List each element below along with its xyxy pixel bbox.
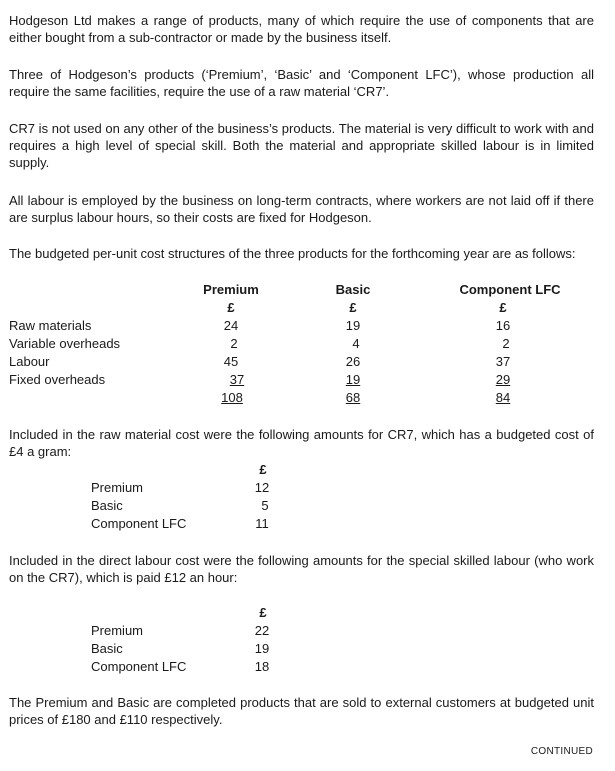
- labour-cell: 22: [254, 623, 270, 638]
- paragraph-products: Three of Hodgeson’s products (‘Premium’, ‘Basic’ and ‘Component LFC’), whose production all require the same facilities, require the use of a raw material ‘CR7’.: [9, 67, 594, 99]
- labour-cell: 19: [254, 641, 270, 656]
- cost-cell: 37: [229, 372, 245, 387]
- labour-row-label: Premium: [91, 623, 144, 638]
- cost-cell: 24: [223, 318, 239, 333]
- labour-row-label: Component LFC: [91, 659, 187, 674]
- cost-row-label: Labour: [9, 354, 50, 369]
- cost-currency-component-lfc: £: [499, 300, 507, 315]
- cr7-cell: 11: [255, 516, 269, 531]
- paragraph-intro: Hodgeson Ltd makes a range of products, many of which require the use of components that are either bought from a sub-contractor or made by the business itself.: [9, 13, 594, 45]
- continued-label: CONTINUED: [530, 746, 593, 757]
- cost-row-label: Fixed overheads: [9, 372, 106, 387]
- cost-header-component-lfc: Component LFC: [459, 282, 561, 297]
- cost-currency-premium: £: [227, 300, 235, 315]
- cost-cell: 19: [345, 372, 361, 387]
- cost-cell: 2: [502, 336, 510, 351]
- cost-cell: 37: [495, 354, 511, 369]
- labour-cell: 18: [254, 659, 270, 674]
- cr7-cell: 5: [261, 498, 269, 513]
- paragraph-labour-amounts: Included in the direct labour cost were the following amounts for the special skilled labour (who work on the CR7), which is paid £12 an hour:: [9, 553, 594, 585]
- cost-total: 108: [221, 390, 243, 405]
- paragraph-cr7: CR7 is not used on any other of the business’s products. The material is very difficult to work with and requires a high level of special skill. Both the material and appropriate skilled labour is in limited supply.: [9, 121, 594, 170]
- cost-row-label: Raw materials: [9, 318, 92, 333]
- cost-cell: 26: [345, 354, 361, 369]
- cost-cell: 29: [495, 372, 511, 387]
- cost-header-basic: Basic: [335, 282, 371, 297]
- paragraph-prices: The Premium and Basic are completed products that are sold to external customers at budgeted unit prices of £180 and £110 respectively.: [9, 695, 594, 727]
- cost-total: 84: [495, 390, 511, 405]
- paragraph-cost-intro: The budgeted per-unit cost structures of the three products for the forthcoming year are as follows:: [9, 246, 576, 261]
- cost-row-label: Variable overheads: [9, 336, 121, 351]
- labour-row-label: Basic: [91, 641, 123, 656]
- cost-cell: 4: [352, 336, 360, 351]
- cost-cell: 2: [230, 336, 238, 351]
- cr7-row-label: Premium: [91, 480, 144, 495]
- cost-cell: 19: [345, 318, 361, 333]
- cost-currency-basic: £: [349, 300, 357, 315]
- cr7-cell: 12: [254, 480, 270, 495]
- cost-cell: 45: [223, 354, 239, 369]
- cost-total: 68: [345, 390, 361, 405]
- labour-currency: £: [259, 605, 267, 620]
- paragraph-labour: All labour is employed by the business on long-term contracts, where workers are not laid off if there are surplus labour hours, so their costs are fixed for Hodgeson.: [9, 193, 594, 225]
- paragraph-cr7-amounts: Included in the raw material cost were the following amounts for CR7, which has a budgeted cost of £4 a gram:: [9, 427, 594, 459]
- cr7-row-label: Basic: [91, 498, 123, 513]
- cost-cell: 16: [495, 318, 511, 333]
- cr7-currency: £: [259, 462, 267, 477]
- cost-header-premium: Premium: [203, 282, 259, 297]
- cr7-row-label: Component LFC: [91, 516, 187, 531]
